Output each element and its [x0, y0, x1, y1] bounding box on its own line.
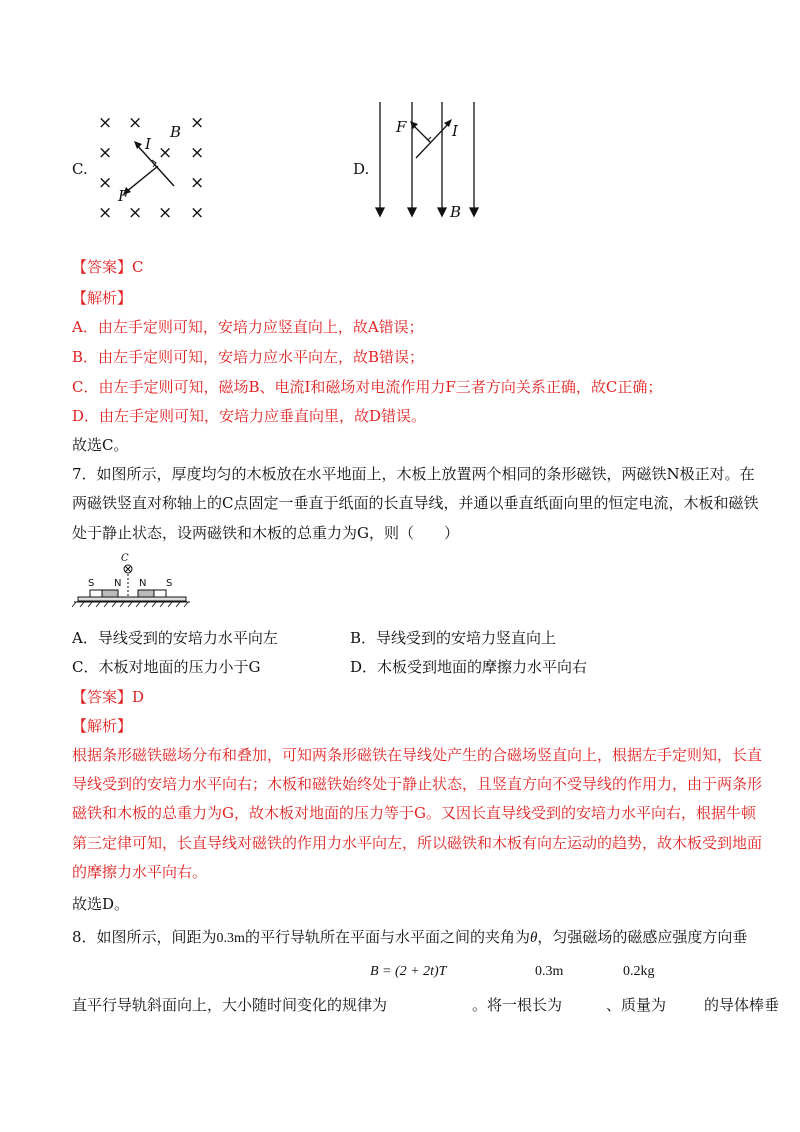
q7-analysis-line5: 的摩擦力水平向右。 [72, 863, 208, 881]
q7-analysis-line1: 根据条形磁铁磁场分布和叠加，可知两条形磁铁在导线处产生的合磁场竖直向上，根据左手定则知，长直 [72, 746, 763, 764]
q6-answer: 【答案】C [72, 258, 144, 276]
svg-text:×: × [128, 203, 143, 220]
q7-option-d: D．木板受到地面的摩擦力水平向右 [350, 658, 588, 676]
figure-c-label: C. [72, 160, 88, 178]
q7-figure-label-c: C [121, 553, 129, 564]
q7-analysis-tag: 【解析】 [72, 717, 133, 735]
q7-answer: 【答案】D [72, 688, 145, 706]
svg-text:×: × [158, 143, 173, 163]
svg-text:×: × [128, 113, 143, 133]
q7-option-a: A．导线受到的安培力水平向左 [72, 629, 278, 647]
q7-analysis-line2: 导线受到的安培力水平向右；木板和磁铁始终处于静止状态，且竖直方向不受导线的作用力，由于两条形 [72, 775, 763, 793]
svg-text:×: × [98, 173, 113, 193]
q7-figure-label-n-left: N [114, 578, 122, 589]
q7-option-c: C．木板对地面的压力小于G [72, 658, 261, 676]
q6-analysis-c: C．由左手定则可知，磁场B、电流I和磁场对电流作用力F三者方向关系正确，故C正确； [72, 378, 663, 396]
q7-figure-label-s-right: S [166, 578, 173, 589]
q6-analysis-b: B．由左手定则可知，安培力应水平向左，故B错误； [72, 348, 425, 366]
q7-figure-label-n-right: N [139, 578, 147, 589]
figure-d-label-b: B [450, 203, 462, 221]
figure-c-diagram [92, 110, 222, 220]
cross-marks [98, 113, 204, 220]
q8-stem-line1: 8．如图所示，间距为0.3m的平行导轨所在平面与水平面之间的夹角为θ，匀强磁场的磁感应强度方向垂 [72, 928, 748, 946]
q8-stem-line2: 直平行导轨斜面向上，大小随时间变化的规律为 。将一根长为 、质量为 的导体棒垂 [72, 996, 780, 1014]
svg-text:×: × [190, 143, 205, 163]
svg-text:×: × [190, 113, 205, 133]
figure-d-label-i: I [452, 122, 458, 140]
q7-stem-line3: 处于静止状态，设两磁铁和木板的总重力为G，则（ ） [72, 524, 459, 542]
q7-analysis-line3: 磁铁和木板的总重力为G，故木板对地面的压力等于G。又因长直导线受到的安培力水平向右，根据牛顿 [72, 804, 756, 822]
q6-analysis-tag: 【解析】 [72, 289, 133, 307]
q8-length: 0.3m [535, 964, 564, 979]
q8-mass: 0.2kg [623, 964, 655, 979]
q6-analysis-a: A．由左手定则可知，安培力应竖直向上，故A错误； [72, 318, 424, 336]
q6-conclusion: 故选C。 [72, 436, 129, 454]
svg-text:×: × [98, 203, 113, 220]
q7-option-b: B．导线受到的安培力竖直向上 [350, 629, 557, 647]
figure-d-diagram [370, 100, 490, 220]
figure-c-label-f: F [118, 187, 129, 205]
q7-conclusion: 故选D。 [72, 895, 130, 913]
q7-analysis-line4: 第三定律可知，长直导线对磁铁的作用力水平向左，所以磁铁和木板有向左运动的趋势，故木板受到地面 [72, 834, 763, 852]
svg-text:×: × [98, 113, 113, 133]
svg-text:×: × [190, 203, 205, 220]
figure-d-label: D. [353, 160, 370, 178]
svg-text:×: × [158, 203, 173, 220]
figure-d-label-f: F [396, 118, 407, 136]
figure-c-label-i: I [145, 135, 151, 153]
q7-stem-line1: 7．如图所示，厚度均匀的木板放在水平地面上，木板上放置两个相同的条形磁铁，两磁铁N极正对。在 [72, 465, 755, 483]
q8-formula: B = (2 + 2t)T [370, 964, 447, 979]
svg-text:×: × [190, 173, 205, 193]
svg-text:×: × [98, 143, 113, 163]
q7-stem-line2: 两磁铁竖直对称轴上的C点固定一垂直于纸面的长直导线，并通以垂直纸面向里的恒定电流，木板和磁铁 [72, 494, 759, 512]
q6-analysis-d: D．由左手定则可知，安培力应垂直向里，故D错误。 [72, 407, 427, 425]
figure-c-label-b: B [170, 123, 182, 141]
q7-figure-label-s-left: S [88, 578, 95, 589]
